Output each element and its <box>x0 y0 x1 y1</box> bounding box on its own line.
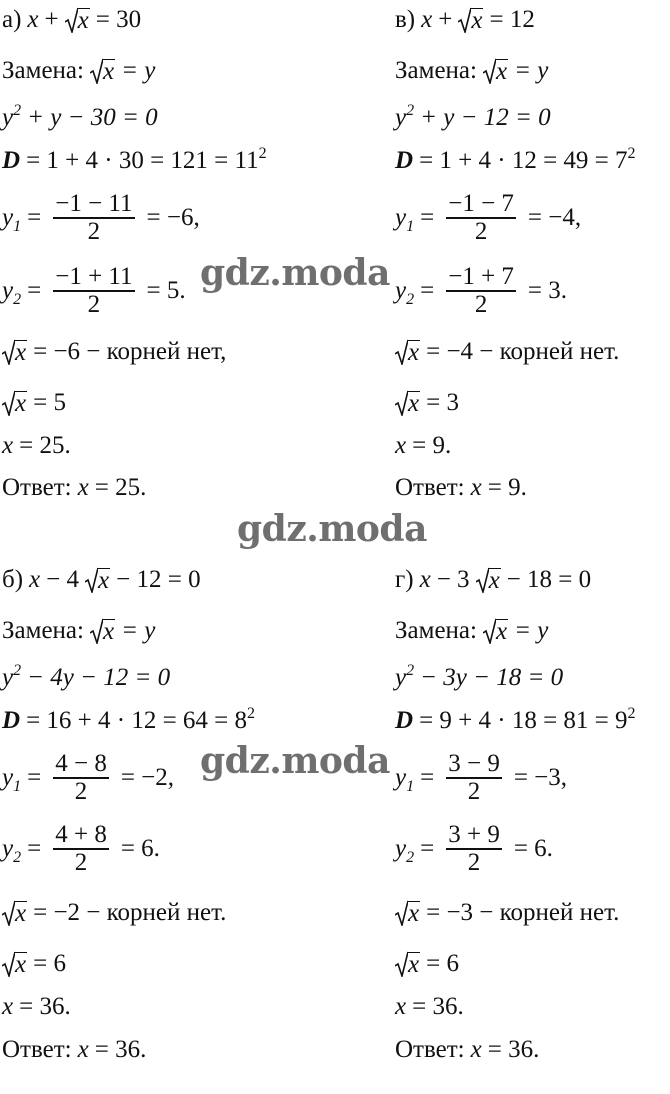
watermark: gdz.moda <box>200 252 390 294</box>
watermark: gdz.moda <box>237 508 427 550</box>
quadratic-line <box>2 664 170 692</box>
substitution-label: Замена: <box>395 57 477 84</box>
problem-label: б) <box>2 566 24 593</box>
root-var-1: $y_1$ <box>2 203 22 235</box>
sqrt-symbol <box>483 618 508 644</box>
watermark: gdz.moda <box>200 740 390 782</box>
answer-line <box>2 1036 146 1064</box>
substitution-line <box>395 57 548 85</box>
sqrt-symbol <box>395 900 420 926</box>
y2-line: $y_2$ = $\frac{3 + 9}{2}$ = 6. <box>395 821 553 876</box>
y1-result: = −6, <box>146 203 200 231</box>
quad-var: $y^2$ <box>2 102 22 131</box>
equation-line <box>2 566 201 594</box>
fraction-y2: $\frac{-1 + 11}{2}$ <box>55 263 133 318</box>
discriminant-symbol: D <box>395 147 414 174</box>
root-var-2: $y_2$ <box>395 276 415 308</box>
root-check-1: = −4 − корней нет. <box>426 338 620 365</box>
sqrt-symbol <box>395 339 420 365</box>
radicand: x <box>408 390 420 417</box>
quad-var: $y^2$ <box>395 662 415 691</box>
radicand: x <box>408 900 420 927</box>
x-value: = 25. <box>19 432 71 459</box>
root-check-line-1 <box>2 899 226 927</box>
equation-line <box>395 566 591 594</box>
answer-value: = 36. <box>94 1036 147 1063</box>
discriminant-symbol: D <box>395 707 414 734</box>
var-x: x <box>419 566 431 593</box>
substitution-line <box>2 617 155 645</box>
radicand: x <box>77 7 89 34</box>
y2-line: $y_2$ = $\frac{-1 + 11}{2}$ = 5. <box>2 263 186 318</box>
sqrt-symbol <box>458 7 483 33</box>
equation-rest: − 12 = 0 <box>116 566 201 593</box>
radicand: x <box>15 951 27 978</box>
substitution-label: Замена: <box>2 57 84 84</box>
root-check-2: = 3 <box>426 389 459 416</box>
radicand: x <box>15 390 27 417</box>
root-var-2: $y_2$ <box>395 834 415 866</box>
answer-label: Ответ: <box>2 1036 72 1063</box>
equation-rest: = 30 <box>95 6 142 33</box>
discriminant-line <box>395 147 636 175</box>
problem-label: а) <box>2 6 22 33</box>
sqrt-symbol <box>90 58 115 84</box>
y2-result: = 6. <box>120 834 160 862</box>
sqrt-symbol <box>483 58 508 84</box>
problem-label: г) <box>395 566 414 593</box>
var-x: x <box>29 566 41 593</box>
root-var-1: $y_1$ <box>395 203 415 235</box>
x-value: = 9. <box>412 432 452 459</box>
fraction-y2: $\frac{4 + 8}{2}$ <box>55 821 107 876</box>
answer-line <box>2 474 146 502</box>
answer-label: Ответ: <box>2 474 72 501</box>
x-value-line <box>395 993 464 1021</box>
fraction-y1: $\frac{-1 - 11}{2}$ <box>55 190 133 245</box>
substitution-eq: = y <box>121 57 156 84</box>
answer-value: = 9. <box>487 474 527 501</box>
fraction-y1: $\frac{-1 - 7}{2}$ <box>448 190 514 245</box>
root-check-2: = 5 <box>33 389 66 416</box>
operator: + <box>44 6 59 33</box>
quad-var: $y^2$ <box>395 102 415 131</box>
operator: − 3 <box>436 566 470 593</box>
fraction-y1: $\frac{3 - 9}{2}$ <box>448 750 500 805</box>
y2-result: = 5. <box>146 276 186 304</box>
y1-result: = −3, <box>513 763 568 791</box>
answer-label: Ответ: <box>395 1036 465 1063</box>
root-check-2: = 6 <box>426 950 459 977</box>
quad-var: $y^2$ <box>2 662 22 691</box>
y2-result: = 3. <box>527 276 568 304</box>
root-check-line-1 <box>395 338 619 366</box>
substitution-line <box>2 57 155 85</box>
equation-line <box>395 6 535 34</box>
var-x: x <box>2 993 14 1020</box>
sqrt-symbol <box>395 951 420 977</box>
substitution-label: Замена: <box>2 617 84 644</box>
var-x: x <box>470 1036 482 1063</box>
y1-line: $y_1$ = $\frac{3 - 9}{2}$ = −3, <box>395 750 568 805</box>
root-check-1: = −3 − корней нет. <box>426 899 620 926</box>
equation-rest: − 18 = 0 <box>506 566 592 593</box>
radicand: x <box>102 618 115 645</box>
root-check-line-2 <box>395 950 459 978</box>
sqrt-symbol <box>85 567 110 593</box>
discriminant-line <box>395 707 636 735</box>
discriminant-line <box>2 147 267 175</box>
y1-line: $y_1$ = $\frac{-1 - 7}{2}$ = −4, <box>395 190 582 245</box>
quadratic-line <box>395 104 551 132</box>
var-x: x <box>395 432 407 459</box>
root-check-1: = −6 − корней нет, <box>33 338 227 365</box>
discriminant-line <box>2 707 255 735</box>
discriminant-symbol: D <box>2 707 21 734</box>
x-value: = 36. <box>412 993 464 1020</box>
sqrt-symbol <box>476 567 501 593</box>
y2-line: $y_2$ = $\frac{4 + 8}{2}$ = 6. <box>2 821 160 876</box>
radicand: x <box>495 58 508 85</box>
root-check-line-2 <box>2 389 66 417</box>
x-value-line <box>2 432 71 460</box>
sqrt-symbol <box>90 618 115 644</box>
radicand: x <box>15 339 27 366</box>
root-check-line-2 <box>2 950 66 978</box>
radicand: x <box>495 618 508 645</box>
answer-value: = 25. <box>94 474 147 501</box>
answer-value: = 36. <box>487 1036 540 1063</box>
discriminant-rest: = $1 + 4 \cdot 30 = 121 = 11^2$ <box>26 145 267 174</box>
answer-line <box>395 1036 539 1064</box>
radicand: x <box>408 339 420 366</box>
radicand: x <box>471 7 483 34</box>
sqrt-symbol <box>2 951 27 977</box>
discriminant-rest: = $9 + 4 \cdot 18 = 81 = 9^2$ <box>419 705 636 734</box>
sqrt-symbol <box>2 900 27 926</box>
root-check-line-2 <box>395 389 459 417</box>
var-x: x <box>421 6 433 33</box>
discriminant-symbol: D <box>2 147 21 174</box>
fraction-y2: $\frac{-1 + 7}{2}$ <box>448 263 514 318</box>
substitution-line <box>395 617 548 645</box>
equation-line <box>2 6 141 34</box>
root-var-1: $y_1$ <box>395 763 415 795</box>
quadratic-line <box>2 104 158 132</box>
quadratic-rest: − 3y − 18 = 0 <box>420 664 564 691</box>
var-x: x <box>470 474 482 501</box>
x-value-line <box>395 432 451 460</box>
problem-label: в) <box>395 6 416 33</box>
root-var-2: $y_2$ <box>2 834 22 866</box>
var-x: x <box>395 993 407 1020</box>
quadratic-line <box>395 664 563 692</box>
substitution-eq: = y <box>121 617 156 644</box>
radicand: x <box>98 567 110 594</box>
discriminant-rest: = $16 + 4 \cdot 12 = 64 = 8^2$ <box>26 705 256 734</box>
equation-rest: = 12 <box>489 6 535 33</box>
var-x: x <box>2 432 14 459</box>
answer-line <box>395 474 527 502</box>
root-check-2: = 6 <box>33 950 66 977</box>
x-value-line <box>2 993 71 1021</box>
radicand: x <box>408 951 420 978</box>
fraction-y1: $\frac{4 - 8}{2}$ <box>55 750 107 805</box>
sqrt-symbol <box>65 7 90 33</box>
y1-result: = −2, <box>120 763 175 791</box>
fraction-y2: $\frac{3 + 9}{2}$ <box>448 821 500 876</box>
y1-result: = −4, <box>527 203 582 231</box>
quadratic-rest: − 4y − 12 = 0 <box>27 664 171 691</box>
root-var-2: $y_2$ <box>2 276 22 308</box>
y1-line: $y_1$ = $\frac{-1 - 11}{2}$ = −6, <box>2 190 200 245</box>
substitution-eq: = y <box>514 617 549 644</box>
radicand: x <box>15 900 27 927</box>
y2-result: = 6. <box>513 834 553 862</box>
root-var-1: $y_1$ <box>2 763 22 795</box>
x-value: = 36. <box>19 993 71 1020</box>
sqrt-symbol <box>2 390 27 416</box>
var-x: x <box>77 1036 89 1063</box>
sqrt-symbol <box>395 390 420 416</box>
quadratic-rest: + y − 30 = 0 <box>27 104 158 131</box>
answer-label: Ответ: <box>395 474 465 501</box>
quadratic-rest: + y − 12 = 0 <box>420 104 551 131</box>
root-check-line-1 <box>2 338 226 366</box>
radicand: x <box>102 58 115 85</box>
sqrt-symbol <box>2 339 27 365</box>
discriminant-rest: = $1 + 4 \cdot 12 = 49 = 7^2$ <box>419 145 636 174</box>
radicand: x <box>488 567 500 594</box>
root-check-1: = −2 − корней нет. <box>33 899 227 926</box>
operator: − 4 <box>46 566 80 593</box>
y2-line: $y_2$ = $\frac{-1 + 7}{2}$ = 3. <box>395 263 568 318</box>
substitution-eq: = y <box>514 57 549 84</box>
operator: + <box>438 6 453 33</box>
substitution-label: Замена: <box>395 617 477 644</box>
var-x: x <box>27 6 39 33</box>
root-check-line-1 <box>395 899 619 927</box>
var-x: x <box>77 474 89 501</box>
y1-line: $y_1$ = $\frac{4 - 8}{2}$ = −2, <box>2 750 175 805</box>
